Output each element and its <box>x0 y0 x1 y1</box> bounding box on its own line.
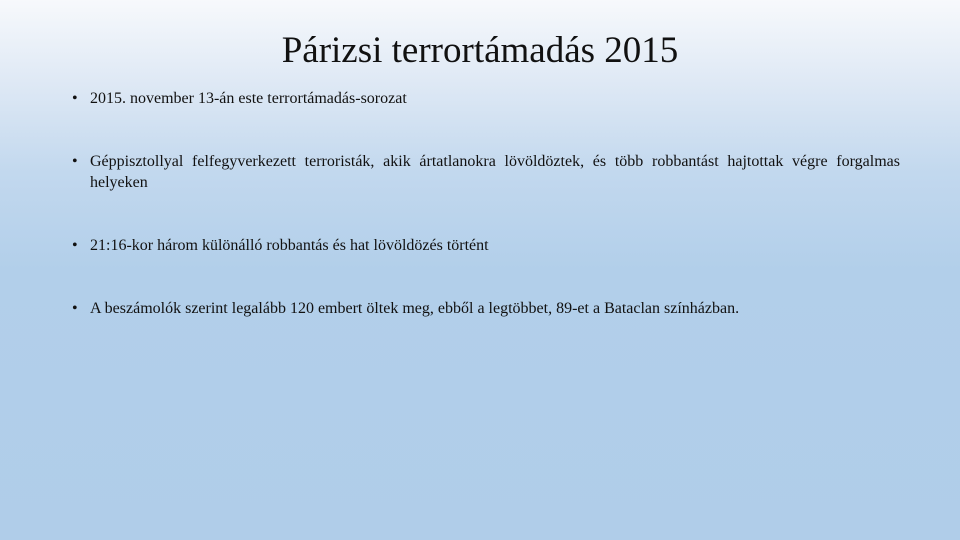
bullet-item <box>72 298 900 319</box>
bullet-dot-icon: • <box>72 153 78 170</box>
bullet-text: 2015. november 13-án este terrortámadás-sorozat <box>90 90 407 107</box>
bullet-dot-icon: • <box>72 237 78 254</box>
bullet-text: Géppisztollyal felfegyverkezett terroristák, akik ártatlanokra lövöldöztek, és több robbantást hajtottak végre forgalmas helyeken <box>90 153 900 191</box>
bullet-text: 21:16-kor három különálló robbantás és hat lövöldözés történt <box>90 237 489 254</box>
slide-title: Párizsi terrortámadás 2015 <box>281 30 679 71</box>
bullet-text: A beszámolók szerint legalább 120 embert öltek meg, ebből a legtöbbet, 89-et a Bataclan színházban. <box>90 300 740 317</box>
bullet-item <box>72 88 900 109</box>
bullet-dot-icon: • <box>72 300 78 317</box>
bullet-item <box>72 151 900 193</box>
bullet-dot-icon: • <box>72 90 78 107</box>
bullet-item <box>72 235 900 256</box>
